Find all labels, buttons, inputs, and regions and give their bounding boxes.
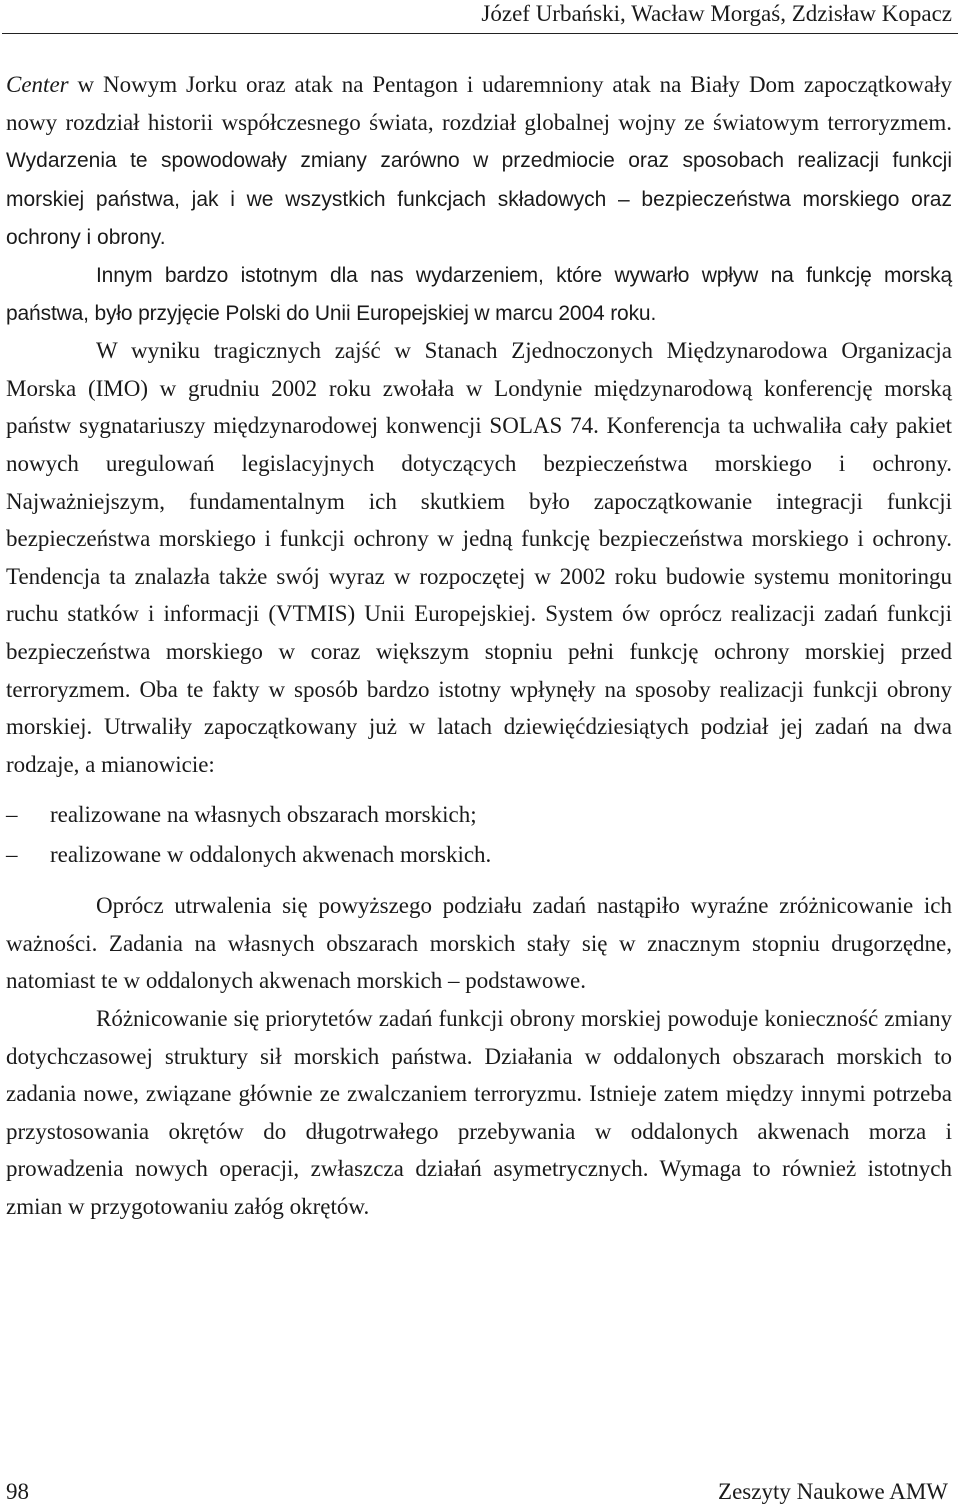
- list-item: [6, 795, 952, 835]
- header-rule: [2, 33, 958, 34]
- dash-bullet: –: [6, 842, 18, 868]
- paragraph-1-italic-lead: Center: [6, 72, 69, 97]
- list-item: [6, 835, 952, 875]
- running-head-authors: Józef Urbański, Wacław Morgaś, Zdzisław Kopacz: [481, 1, 952, 26]
- list-item-text: realizowane w oddalonych akwenach morskich.: [50, 842, 492, 868]
- paragraph-1-sans-text: Wydarzenia te spowodowały zmiany zarówno w przedmiocie oraz sposobach realizacji funkcji morskiej państwa, jak i we wszystkich funkcjach składowych – bezpieczeństwa morskiego oraz ochrony i obrony.: [6, 149, 952, 250]
- paragraph-5: Różnicowanie się priorytetów zadań funkcji obrony morskiej powoduje konieczność zmiany dotychczasowej struktury sił morskich państwa. Działania w oddalonych obszarach morskich to zadania nowe, związane głównie ze zwalczaniem terroryzmu. Istnieje zatem między innymi potrzeba przystosowania okrętów do długotrwałego przebywania w oddalonych akwenach morza i prowadzenia nowych operacji, zwłaszcza działań asymetrycznych. Wymaga to również istotnych zmian w przygotowaniu załóg okrętów.: [6, 1006, 952, 1220]
- dash-bullet: –: [6, 802, 18, 828]
- paragraph-1: [6, 66, 952, 257]
- page-number: 98: [6, 1479, 29, 1504]
- document-body: [6, 66, 952, 1226]
- journal-name: Zeszyty Naukowe AMW: [718, 1479, 948, 1504]
- paragraph-3: W wyniku tragicznych zajść w Stanach Zjednoczonych Międzynarodowa Organizacja Morska (IMO) w grudniu 2002 roku zwołała w Londynie międzynarodową konferencję morską państw sygnatariuszy międzynarodowej konwencji SOLAS 74. Konferencja ta uchwaliła cały pakiet nowych uregulowań legislacyjnych dotyczących bezpieczeństwa morskiego i ochrony. Najważniejszym, fundamentalnym ich skutkiem było zapoczątkowanie integracji funkcji bezpieczeństwa morskiego i funkcji ochrony w jedną funkcję bezpieczeństwa morskiego i ochrony. Tendencja ta znalazła także swój wyraz w rozpoczętej w 2002 roku budowie systemu monitoringu ruchu statków i informacji (VTMIS) Unii Europejskiej. System ów oprócz realizacji zadań funkcji bezpieczeństwa morskiego w coraz większym stopniu pełni funkcję ochrony morskiej przed terroryzmem. Oba te fakty w sposób bardzo istotny wpłynęły na sposoby realizacji funkcji obrony morskiej. Utrwaliły zapoczątkowany już w latach dziewięćdziesiątych podział jej zadań na dwa rodzaje, a mianowicie:: [6, 338, 952, 777]
- paragraph-2: Innym bardzo istotnym dla nas wydarzeniem, które wywarło wpływ na funkcję morską państwa, było przyjęcie Polski do Unii Europejskiej w marcu 2004 roku.: [6, 263, 952, 325]
- dash-list: [6, 795, 952, 875]
- list-item-text: realizowane na własnych obszarach morskich;: [50, 802, 477, 828]
- paragraph-4: Oprócz utrwalenia się powyższego podziału zadań nastąpiło wyraźne zróżnicowanie ich ważności. Zadania na własnych obszarach morskich stały się w znacznym stopniu drugorzędne, natomiast te w oddalonych akwenach morskich – podstawowe.: [6, 893, 952, 994]
- paragraph-1-text: w Nowym Jorku oraz atak na Pentagon i udaremniony atak na Biały Dom zapoczątkowały nowy rozdział historii współczesnego świata, rozdział globalnej wojny ze światowym terroryzmem.: [6, 72, 952, 135]
